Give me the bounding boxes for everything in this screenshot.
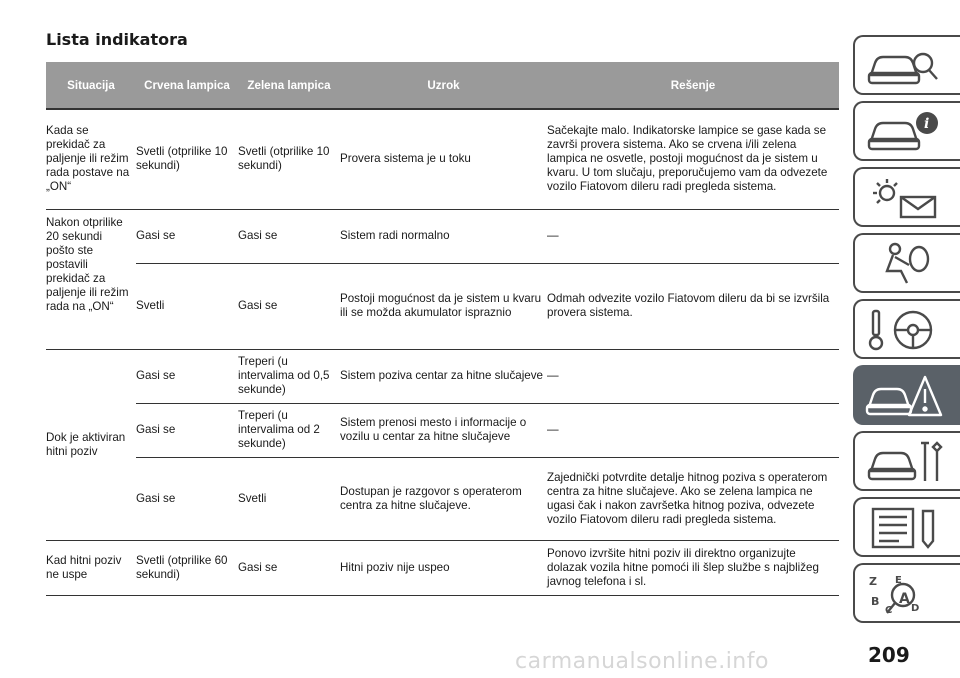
solution-cell: Odmah odvezite vozilo Fiatovom dileru da bi se izvršila provera sistema. bbox=[547, 263, 839, 349]
tab-safety[interactable] bbox=[853, 233, 960, 293]
green-lamp-cell: Treperi (u intervalima od 0,5 sekunde) bbox=[238, 349, 340, 403]
tab-car-info[interactable] bbox=[853, 101, 960, 161]
page-number: 209 bbox=[868, 643, 910, 667]
car-info-icon bbox=[865, 109, 943, 155]
table-header-row bbox=[46, 62, 839, 109]
red-lamp-cell: Svetli bbox=[136, 263, 238, 349]
red-lamp-cell: Gasi se bbox=[136, 209, 238, 263]
solution-cell: Sačekajte malo. Indikatorske lampice se gase kada se završi provera sistema. Ako se crvena i/ili zelena lampica ne osvetle, postoji mogućnost da je sistem u kvaru. U tom slučaju, preporučujemo vam da odvezete vozilo Fiatovom dileru radi pregleda sistema. bbox=[547, 109, 839, 209]
car-service-tools-icon bbox=[865, 439, 943, 485]
specifications-list-icon bbox=[865, 505, 943, 551]
cause-cell: Dostupan je razgovor s operaterom centra za hitne slučajeve. bbox=[340, 457, 547, 540]
cause-cell: Sistem radi normalno bbox=[340, 209, 547, 263]
table-row bbox=[46, 349, 839, 403]
header-situation: Situacija bbox=[46, 62, 136, 109]
situation-cell: Dok je aktiviran hitni poziv bbox=[46, 349, 136, 540]
svg-text:D: D bbox=[911, 603, 920, 614]
table-row bbox=[46, 109, 839, 209]
red-lamp-cell: Svetli (otprilike 10 sekundi) bbox=[136, 109, 238, 209]
green-lamp-cell: Svetli bbox=[238, 457, 340, 540]
header-green-lamp: Zelena lampica bbox=[238, 62, 340, 109]
svg-text:Z: Z bbox=[869, 575, 877, 588]
green-lamp-cell: Gasi se bbox=[238, 209, 340, 263]
light-message-icon bbox=[865, 175, 943, 221]
header-red-lamp: Crvena lampica bbox=[136, 62, 238, 109]
green-lamp-cell: Gasi se bbox=[238, 540, 340, 595]
tab-technical-data[interactable] bbox=[853, 497, 960, 557]
header-cause: Uzrok bbox=[340, 62, 547, 109]
solution-cell: Zajednički potvrdite detalje hitnog poziva s operaterom centra za hitne slučajeve. Ako se zelena lampica ne ugasi čak i nakon završetka hitnog poziva, odvezete vozilo Fiatovom dileru radi pregleda sistema. bbox=[547, 457, 839, 540]
svg-text:i: i bbox=[924, 116, 930, 132]
tab-maintenance[interactable] bbox=[853, 431, 960, 491]
situation-cell: Kada se prekidač za paljenje ili režim rada postave na „ON“ bbox=[46, 109, 136, 209]
alphabet-index-search-icon bbox=[865, 571, 943, 617]
solution-cell: Ponovo izvršite hitni poziv ili direktno organizujte dolazak vozila hitne pomoći ili šlep službe s najbližeg javnog telefona i sl. bbox=[547, 540, 839, 595]
page-title: Lista indikatora bbox=[46, 30, 188, 49]
table-row bbox=[46, 540, 839, 595]
header-solution: Rešenje bbox=[547, 62, 839, 109]
table-row bbox=[46, 403, 839, 457]
airbag-seat-icon bbox=[865, 241, 943, 287]
indicator-table bbox=[46, 62, 839, 596]
car-accident-warning-icon bbox=[865, 373, 943, 419]
svg-text:A: A bbox=[899, 591, 910, 607]
situation-cell: Kad hitni poziv ne uspe bbox=[46, 540, 136, 595]
car-search-icon bbox=[865, 43, 943, 89]
green-lamp-cell: Treperi (u intervalima od 2 sekunde) bbox=[238, 403, 340, 457]
watermark: carmanualsonline.info bbox=[515, 649, 769, 674]
svg-text:B: B bbox=[871, 595, 880, 608]
situation-cell: Nakon otprilike 20 sekundi pošto ste postavili prekidač za paljenje ili režim rada na „ON“ bbox=[46, 209, 136, 349]
tab-starting-driving[interactable] bbox=[853, 299, 960, 359]
table-row bbox=[46, 209, 839, 263]
svg-text:C: C bbox=[885, 605, 893, 616]
cause-cell: Sistem prenosi mesto i informacije o vozilu u centar za hitne slučajeve bbox=[340, 403, 547, 457]
tab-car-search[interactable] bbox=[853, 35, 960, 95]
tab-index[interactable] bbox=[853, 563, 960, 623]
red-lamp-cell: Gasi se bbox=[136, 403, 238, 457]
green-lamp-cell: Gasi se bbox=[238, 263, 340, 349]
key-steering-wheel-icon bbox=[865, 307, 943, 353]
svg-text:E: E bbox=[895, 575, 902, 586]
red-lamp-cell: Svetli (otprilike 60 sekundi) bbox=[136, 540, 238, 595]
green-lamp-cell: Svetli (otprilike 10 sekundi) bbox=[238, 109, 340, 209]
tab-lights-messages[interactable] bbox=[853, 167, 960, 227]
solution-cell: — bbox=[547, 349, 839, 403]
cause-cell: Postoji mogućnost da je sistem u kvaru ili se možda akumulator ispraznio bbox=[340, 263, 547, 349]
tab-emergency[interactable] bbox=[853, 365, 960, 425]
cause-cell: Hitni poziv nije uspeo bbox=[340, 540, 547, 595]
red-lamp-cell: Gasi se bbox=[136, 349, 238, 403]
cause-cell: Provera sistema je u toku bbox=[340, 109, 547, 209]
table-row bbox=[46, 457, 839, 540]
solution-cell: — bbox=[547, 403, 839, 457]
red-lamp-cell: Gasi se bbox=[136, 457, 238, 540]
solution-cell: — bbox=[547, 209, 839, 263]
cause-cell: Sistem poziva centar za hitne slučajeve bbox=[340, 349, 547, 403]
table-row bbox=[46, 263, 839, 349]
